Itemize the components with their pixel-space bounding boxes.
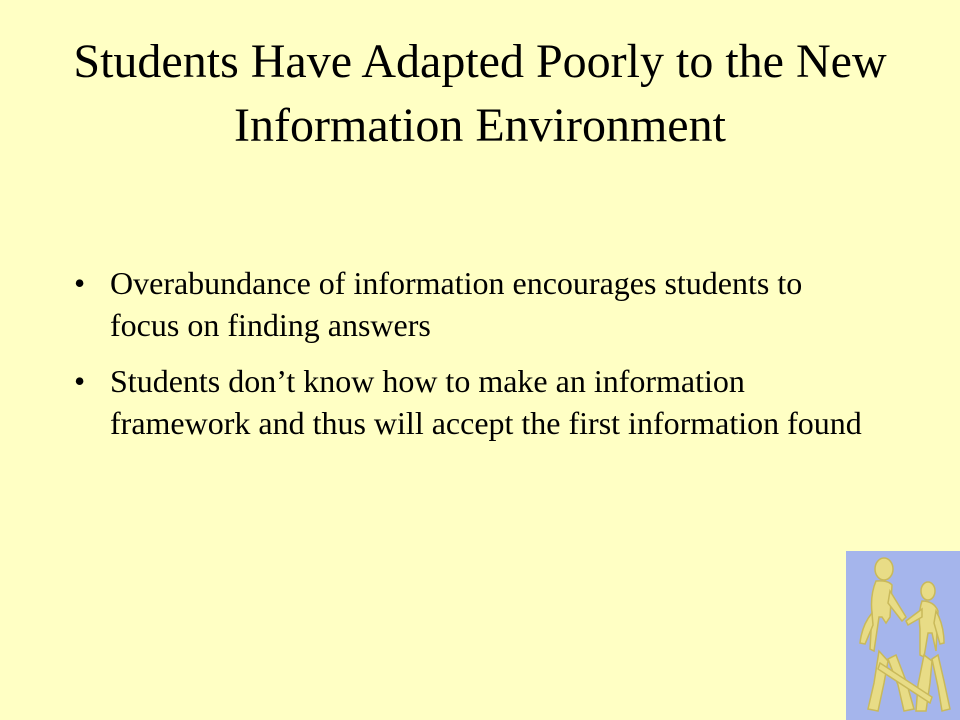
bullet-marker: •: [74, 363, 86, 399]
bullet-marker: •: [74, 265, 86, 301]
slide-title: Students Have Adapted Poorly to the New Information Environment: [73, 35, 887, 152]
bullet-item: [72, 360, 872, 444]
bullet-list: [72, 262, 872, 458]
bullet-item: [72, 262, 872, 346]
bullet-text: Overabundance of information encourages students to focus on finding answers: [110, 265, 803, 343]
bullet-text: Students don’t know how to make an information framework and thus will accept the first information found: [110, 363, 862, 441]
figures-logo-icon: [846, 551, 960, 720]
